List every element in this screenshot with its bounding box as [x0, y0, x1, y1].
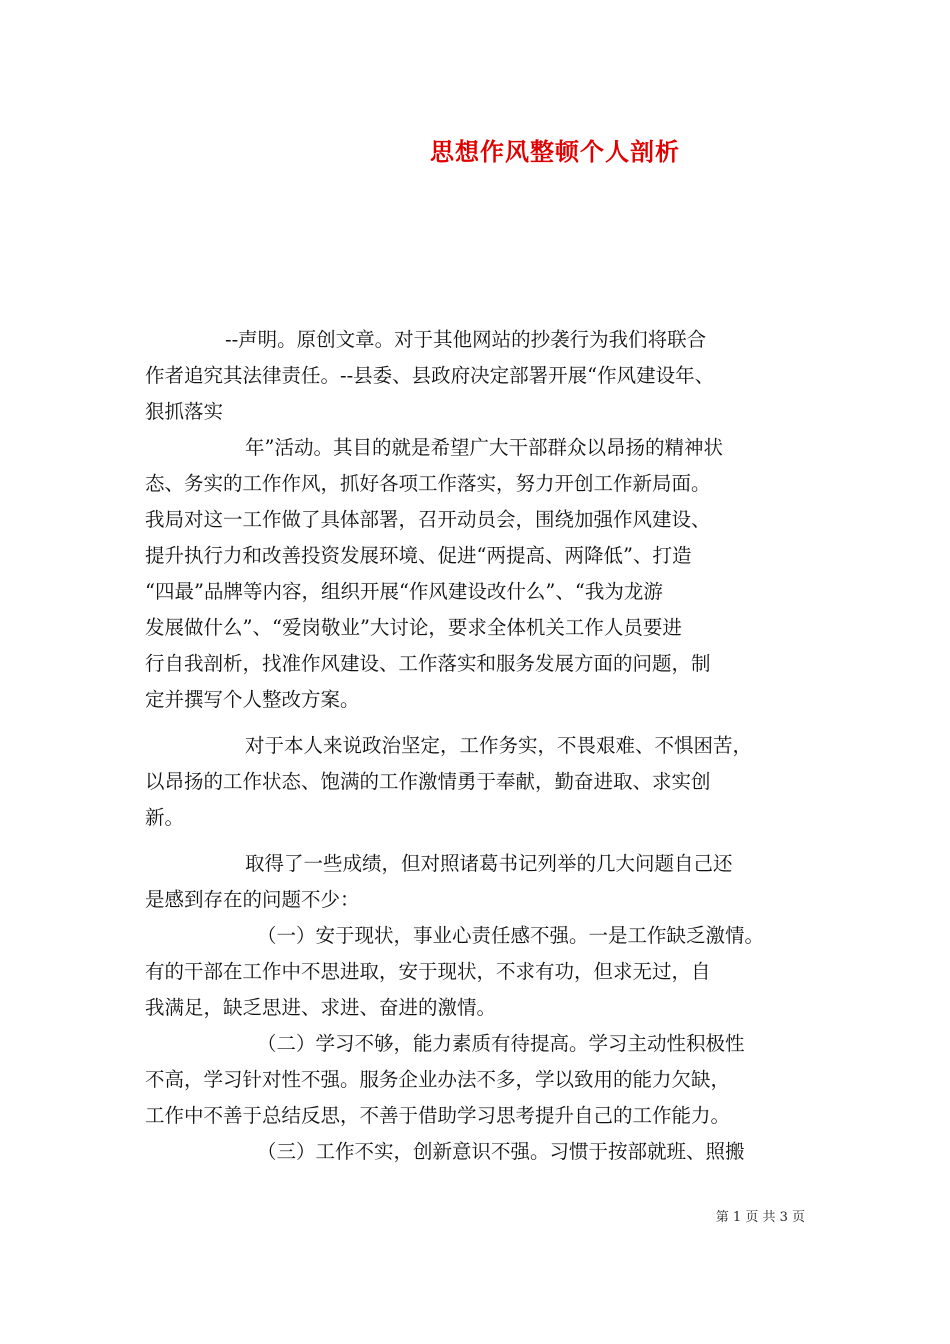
text-line: 不高，学习针对性不强。服务企业办法不多，学以致用的能力欠缺，: [145, 1068, 731, 1091]
text-line: 新。: [145, 806, 185, 829]
text-line: （二）学习不够，能力素质有待提高。学习主动性积极性: [257, 1032, 745, 1055]
text-line: 我满足，缺乏思进、求进、奋进的激情。: [145, 996, 497, 1019]
text-line: 工作中不善于总结反思，不善于借助学习思考提升自己的工作能力。: [145, 1104, 731, 1127]
text-line: 作者追究其法律责任。--县委、县政府决定部署开展“作风建设年、: [145, 364, 715, 387]
page-number-footer: 第 1 页 共 3 页: [715, 1210, 805, 1225]
text-line: 对于本人来说政治坚定，工作务实，不畏艰难、不惧困苦，: [245, 734, 753, 757]
paragraph-gap: [145, 718, 810, 728]
text-line: --声明。原创文章。对于其他网站的抄袭行为我们将联合: [225, 328, 707, 351]
text-line: （一）安于现状，事业心责任感不强。一是工作缺乏激情。: [257, 924, 765, 947]
text-line: （三）工作不实，创新意识不强。习惯于按部就班、照搬: [257, 1140, 745, 1163]
text-line: 态、务实的工作作风，抓好各项工作落实，努力开创工作新局面。: [145, 472, 711, 495]
text-line: 取得了一些成绩，但对照诸葛书记列举的几大问题自己还: [245, 852, 733, 875]
text-line: 以昂扬的工作状态、饱满的工作激情勇于奉献，勤奋进取、求实创: [145, 770, 711, 793]
text-line: 提升执行力和改善投资发展环境、促进“两提高、两降低”、打造: [145, 544, 692, 567]
text-line: 有的干部在工作中不思进取，安于现状，不求有功，但求无过，自: [145, 960, 711, 983]
document-body: [145, 322, 810, 1170]
text-line: 发展做什么”、“爱岗敬业”大讨论，要求全体机关工作人员要进: [145, 616, 682, 639]
text-line: 年”活动。其目的就是希望广大干部群众以昂扬的精神状: [245, 436, 723, 459]
text-line: 我局对这一工作做了具体部署，召开动员会，围绕加强作风建设、: [145, 508, 711, 531]
text-line: “四最”品牌等内容，组织开展“作风建设改什么”、“我为龙游: [145, 580, 663, 603]
paragraph-gap: [145, 836, 810, 846]
text-line: 定并撰写个人整改方案。: [145, 688, 360, 711]
text-line: 狠抓落实: [145, 400, 224, 423]
text-line: 行自我剖析，找准作风建设、工作落实和服务发展方面的问题，制: [145, 652, 711, 675]
text-line: 是感到存在的问题不少：: [145, 888, 360, 911]
document-title: 思想作风整顿个人剖析: [430, 137, 680, 166]
